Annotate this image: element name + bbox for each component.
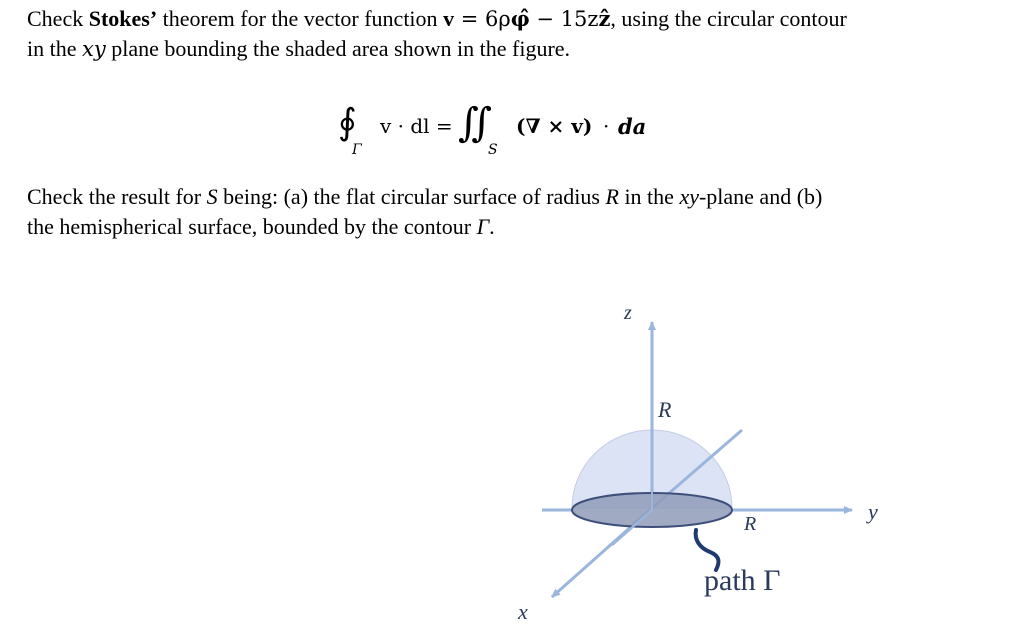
contour-integral-sign: ∮ [338,102,357,143]
math-expr: − 15z [529,7,599,31]
text: in the [27,36,82,61]
text: . [489,214,495,239]
xy-plane: xy [82,37,106,61]
contour-gamma: Γ [476,214,490,239]
area-element: da [618,114,647,139]
z-axis-label: z [624,302,632,324]
surface-s: S [206,184,218,209]
dot-operator: · [603,114,610,138]
text: , using the circular contour [610,6,847,31]
text: being: (a) the flat circular surface of radius [217,184,606,209]
path-label: path Γ [704,564,781,597]
vector-v: v [443,6,455,31]
text: theorem for the vector function [157,6,444,31]
text: in the [618,184,680,209]
phi-hat: φ̂ [510,6,530,31]
lhs-expression: v · dl = [380,114,453,138]
text: Check the result for [27,184,207,209]
radius-label-horizontal: R [744,513,757,535]
text: the hemispherical surface, bounded by the contour [27,214,477,239]
math-expr: = 6ρ [454,7,511,31]
surface-subscript: S [488,142,498,158]
contour-subscript: Γ [352,142,362,158]
text: -plane and (b) [698,184,823,209]
text: Check [27,6,89,31]
radius-label-vertical: R [658,397,672,422]
surface-integral-sign: ∬ [458,100,493,146]
text: plane bounding the shaded area shown in the figure. [105,36,571,61]
z-hat: ẑ [598,6,611,31]
y-axis-label: y [868,499,878,524]
radius-r: R [605,184,619,209]
x-axis-label: x [518,599,528,624]
stokes-term: Stokes’ [88,6,158,31]
xy-plane: xy [679,184,699,209]
curl-expression: (∇ × v) [516,114,593,138]
